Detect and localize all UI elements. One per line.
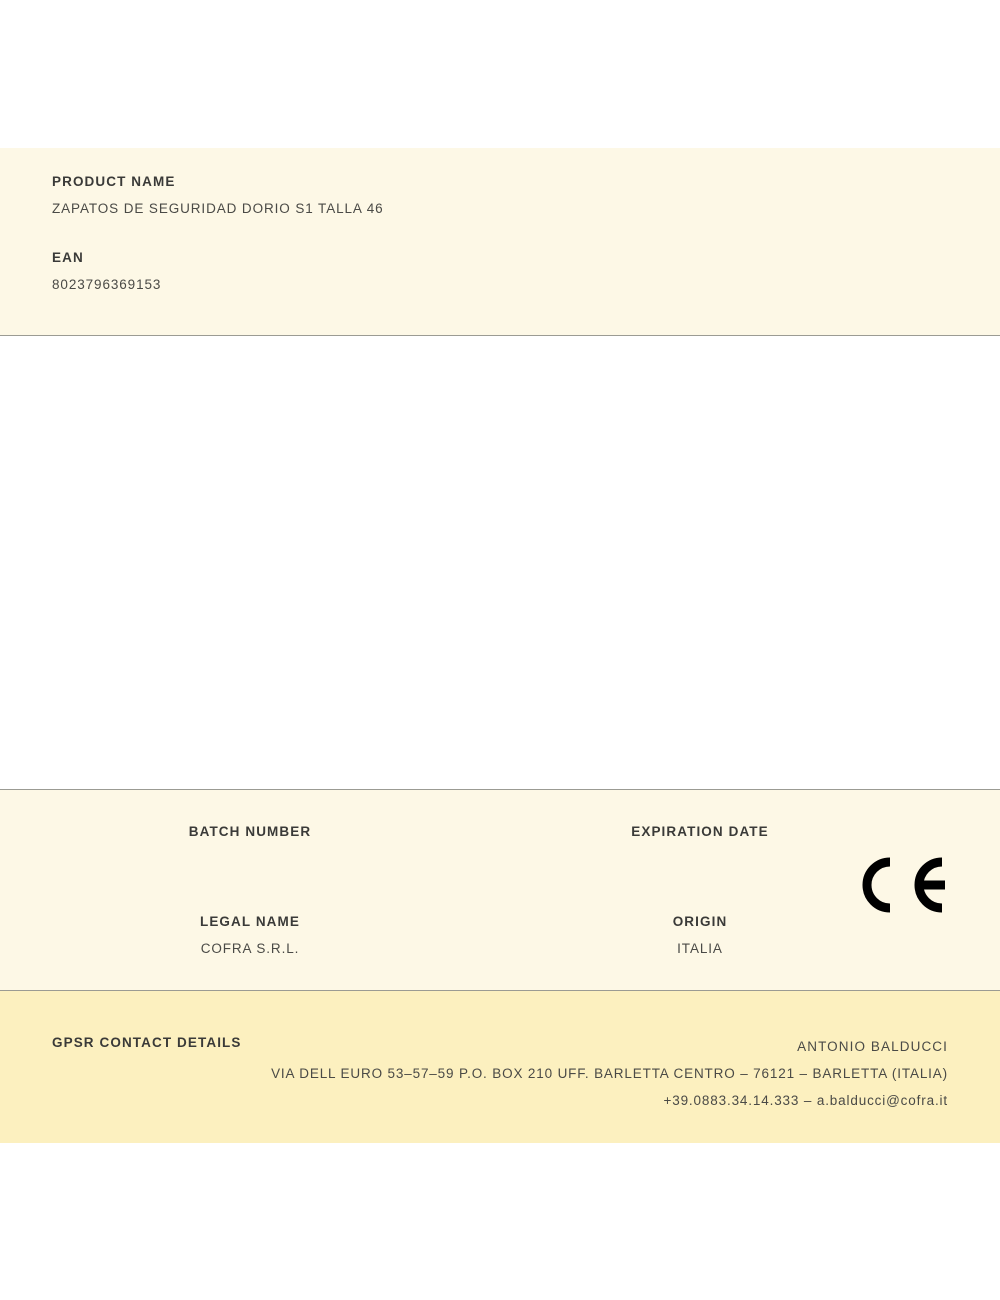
- ce-marking-icon: [850, 854, 950, 916]
- batch-legal-block: [0, 789, 1000, 991]
- blank-content-area: [0, 336, 1000, 789]
- legal-name-label: LEGAL NAME: [199, 914, 300, 929]
- expiration-date-column: [500, 824, 900, 867]
- batch-number-column: [0, 824, 500, 867]
- origin-label: ORIGIN: [672, 914, 728, 929]
- gpsr-contact-block: [0, 991, 1000, 1143]
- batch-row-bottom: [0, 914, 1000, 957]
- gpsr-contact-lines: [48, 1033, 948, 1114]
- legal-name-column: [0, 914, 500, 957]
- product-info-inner: [0, 148, 1000, 292]
- product-info-block: [0, 148, 1000, 336]
- gpsr-contact-title: GPSR CONTACT DETAILS: [52, 1035, 242, 1050]
- product-name-label: PRODUCT NAME: [52, 174, 176, 189]
- gpsr-contact-name: ANTONIO BALDUCCI: [797, 1039, 948, 1054]
- ean-label: EAN: [52, 250, 84, 265]
- legal-name-value: COFRA S.R.L.: [200, 941, 300, 956]
- batch-number-label: BATCH NUMBER: [188, 824, 312, 839]
- gpsr-contact-address: VIA DELL EURO 53–57–59 P.O. BOX 210 UFF. BARLETTA CENTRO – 76121 – BARLETTA (ITALIA): [271, 1066, 948, 1081]
- expiration-date-value: [500, 851, 900, 867]
- origin-value: ITALIA: [677, 941, 723, 956]
- product-name-value: ZAPATOS DE SEGURIDAD DORIO S1 TALLA 46: [52, 201, 384, 216]
- gpsr-contact-phone-email: +39.0883.34.14.333 – a.balducci@cofra.it: [663, 1093, 948, 1108]
- expiration-date-label: EXPIRATION DATE: [631, 824, 769, 839]
- origin-column: [500, 914, 900, 957]
- batch-number-value: [0, 851, 500, 867]
- field-spacer: [52, 216, 948, 250]
- ean-value: 8023796369153: [52, 277, 162, 292]
